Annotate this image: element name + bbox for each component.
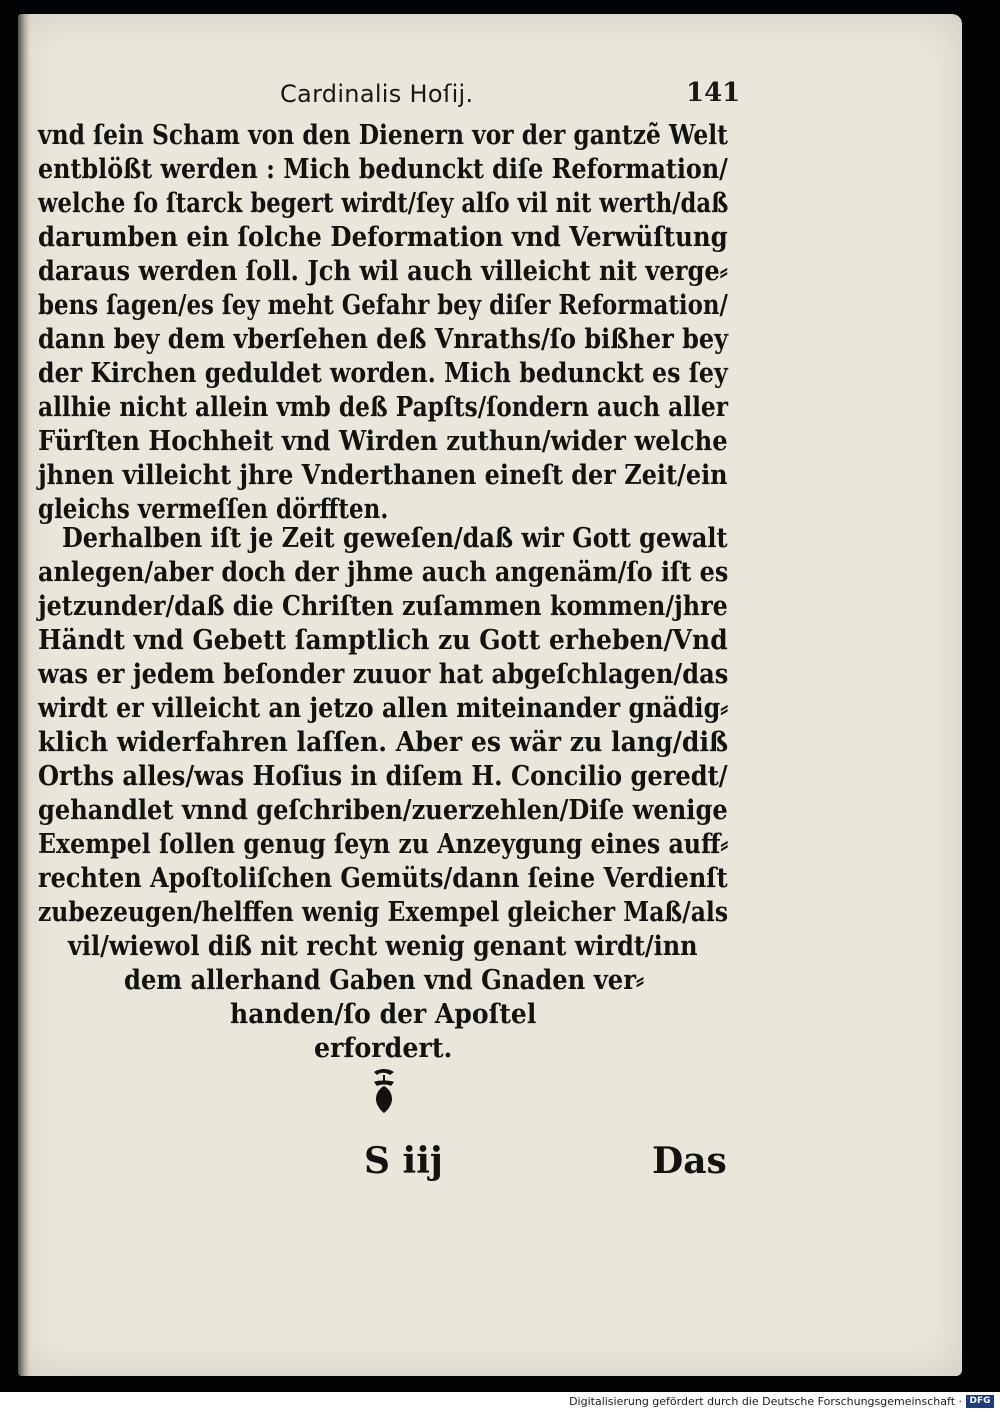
- body-line: daraus werden ſoll. Jch wil auch villeicht nit verge⸗: [38, 256, 728, 287]
- body-line: dann bey dem vberſehen deß Vnraths/ſo bißher bey: [38, 324, 729, 355]
- body-line: Fürſten Hochheit vnd Wirden zuthun/wider welche: [38, 426, 728, 457]
- body-line: bens ſagen/es ſey meht Gefahr bey diſer Reformation/: [38, 290, 728, 321]
- dfg-logo: DFG: [966, 1395, 994, 1408]
- body-line: vil/wiewol diß nit recht wenig genant wirdt/inn: [68, 931, 698, 962]
- body-line: Händt vnd Gebett ſamptlich zu Gott erheben/Vnd: [38, 625, 728, 656]
- body-line: erfordert.: [314, 1033, 453, 1064]
- body-line: klich widerfahren laſſen. Aber es wär zu lang/diß: [38, 727, 729, 758]
- body-line: gehandlet vnnd geſchriben/zuerzehlen/Diſe wenige: [38, 795, 728, 826]
- signature-mark: S iij: [364, 1140, 443, 1182]
- body-line: jetzunder/daß die Chriſten zuſammen kommen/jhre: [38, 591, 728, 622]
- leaf-ornament-icon: [366, 1066, 402, 1116]
- body-line: der Kirchen geduldet worden. Mich bedunckt es ſey: [38, 358, 728, 389]
- body-line: darumben ein ſolche Deformation vnd Verwüſtung: [38, 222, 728, 253]
- body-line: welche ſo ſtarck begert wirdt/ſey alſo vil nit werth/daß: [38, 188, 729, 219]
- body-line: Derhalben iſt je Zeit geweſen/daß wir Gott gewalt: [62, 523, 728, 554]
- body-line: Exempel ſollen genug ſeyn zu Anzeygung eines auff⸗: [38, 829, 729, 860]
- page-number: 141: [686, 78, 741, 108]
- body-line: handen/ſo der Apoſtel: [230, 999, 537, 1030]
- body-line: entblößt werden : Mich bedunckt diſe Reformation/: [38, 154, 728, 185]
- body-line: gleichs vermeſſen dörfften.: [38, 494, 389, 525]
- body-line: Orths alles/was Hoſius in diſem H. Concilio geredt/: [38, 761, 728, 792]
- body-line: rechten Apoſtoliſchen Gemüts/dann ſeine Verdienſt: [38, 863, 728, 894]
- body-line: vnd ſein Scham von den Dienern vor der gantzẽ Welt: [38, 120, 728, 151]
- body-line: anlegen/aber doch der jhme auch angenäm/ſo iſt es: [38, 557, 729, 588]
- body-line: jhnen villeicht jhre Vnderthanen eineſt der Zeit/ein: [38, 460, 728, 491]
- body-line: allhie nicht allein vmb deß Papſts/ſondern auch aller: [38, 392, 728, 423]
- running-head: Cardinalis Hoſij.: [280, 80, 474, 108]
- body-line: zubezeugen/helffen wenig Exempel gleicher Maß/als: [38, 897, 729, 928]
- catchword: Das: [652, 1140, 727, 1182]
- footer-credit: Digitalisierung gefördert durch die Deutsche Forschungsgemeinschaft ·: [569, 1395, 962, 1408]
- page-gutter: [18, 14, 30, 1376]
- body-line: was er jedem beſonder zuuor hat abgeſchlagen/das: [38, 659, 729, 690]
- body-line: dem allerhand Gaben vnd Gnaden ver⸗: [124, 965, 645, 996]
- body-line: wirdt er villeicht an jetzo allen miteinander gnädig⸗: [38, 693, 729, 724]
